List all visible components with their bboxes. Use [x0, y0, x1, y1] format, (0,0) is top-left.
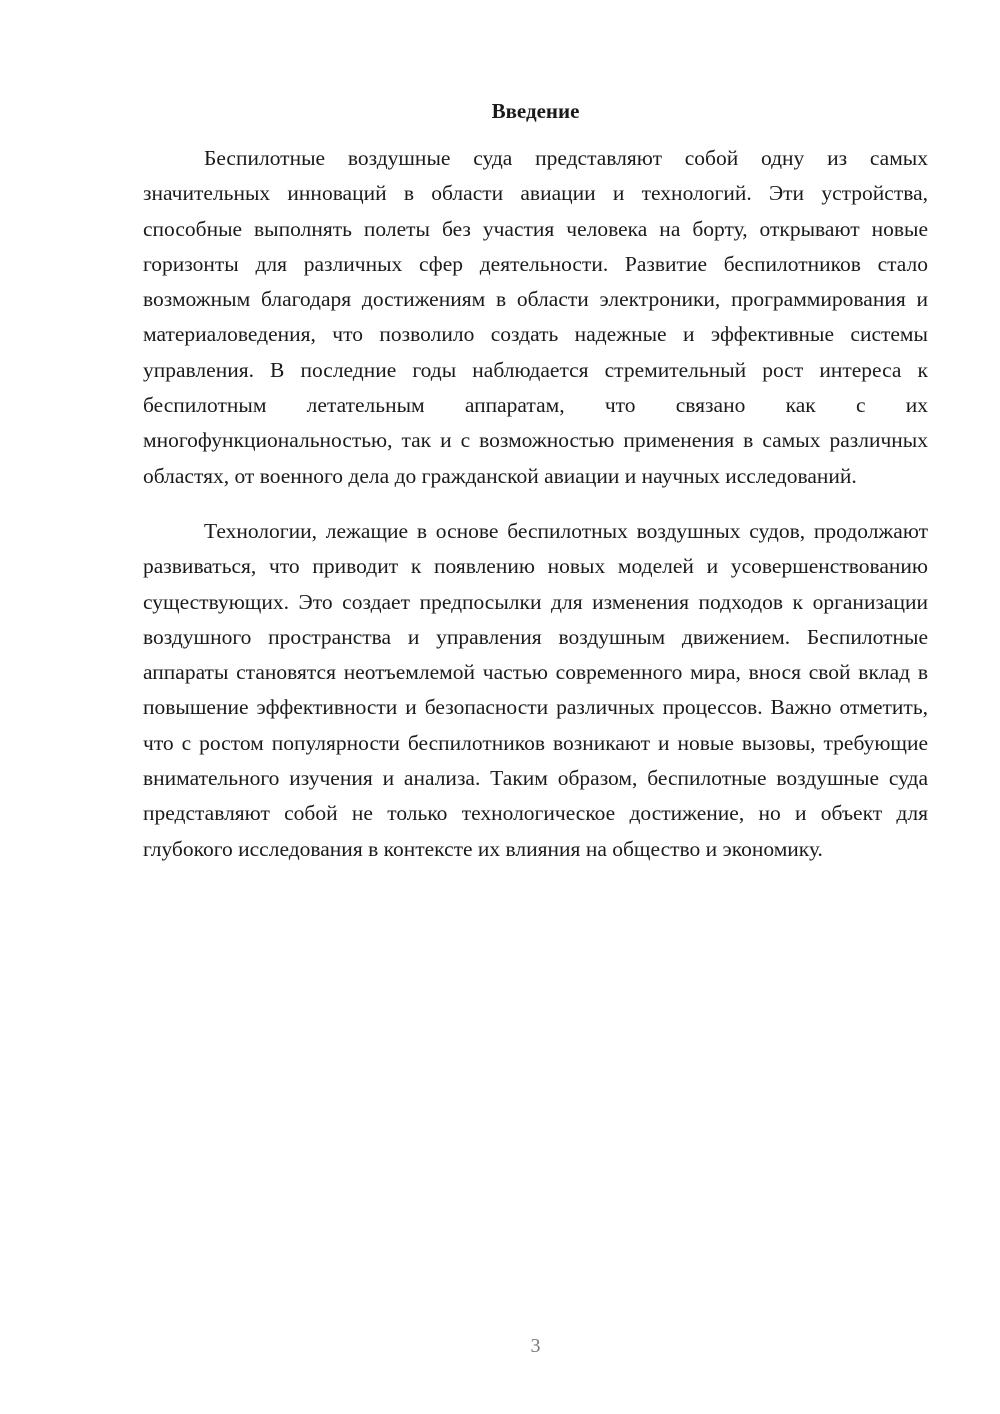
- section-heading: Введение: [491, 99, 580, 123]
- body-text: [143, 141, 928, 867]
- paragraph-2: Технологии, лежащие в основе беспилотных воздушных судов, продолжают развиваться, что приводит к появлению новых моделей и усовершенствованию существующих. Это создает предпосылки для изменения подходов к организации воздушного пространства и управления воздушным движением. Беспилотные аппараты становятся неотъемлемой частью современного мира, внося свой вклад в повышение эффективности и безопасности различных процессов. Важно отметить, что с ростом популярности беспилотников возникают и новые вызовы, требующие внимательного изучения и анализа. Таким образом, беспилотные воздушные суда представляют собой не только технологическое достижение, но и объект для глубокого исследования в контексте их влияния на общество и экономику.: [143, 518, 928, 861]
- page-number: 3: [530, 1335, 541, 1357]
- paragraph-1: Беспилотные воздушные суда представляют собой одну из самых значительных инноваций в области авиации и технологий. Эти устройства, способные выполнять полеты без участия человека на борту, открывают новые горизонты для различных сфер деятельности. Развитие беспилотников стало возможным благодаря достижениям в области электроники, программирования и материаловедения, что позволило создать надежные и эффективные системы управления. В последние годы наблюдается стремительный рост интереса к беспилотным летательным аппаратам, что связано как с их многофункциональностью, так и с возможностью применения в самых различных областях, от военного дела до гражданской авиации и научных исследований.: [143, 146, 928, 488]
